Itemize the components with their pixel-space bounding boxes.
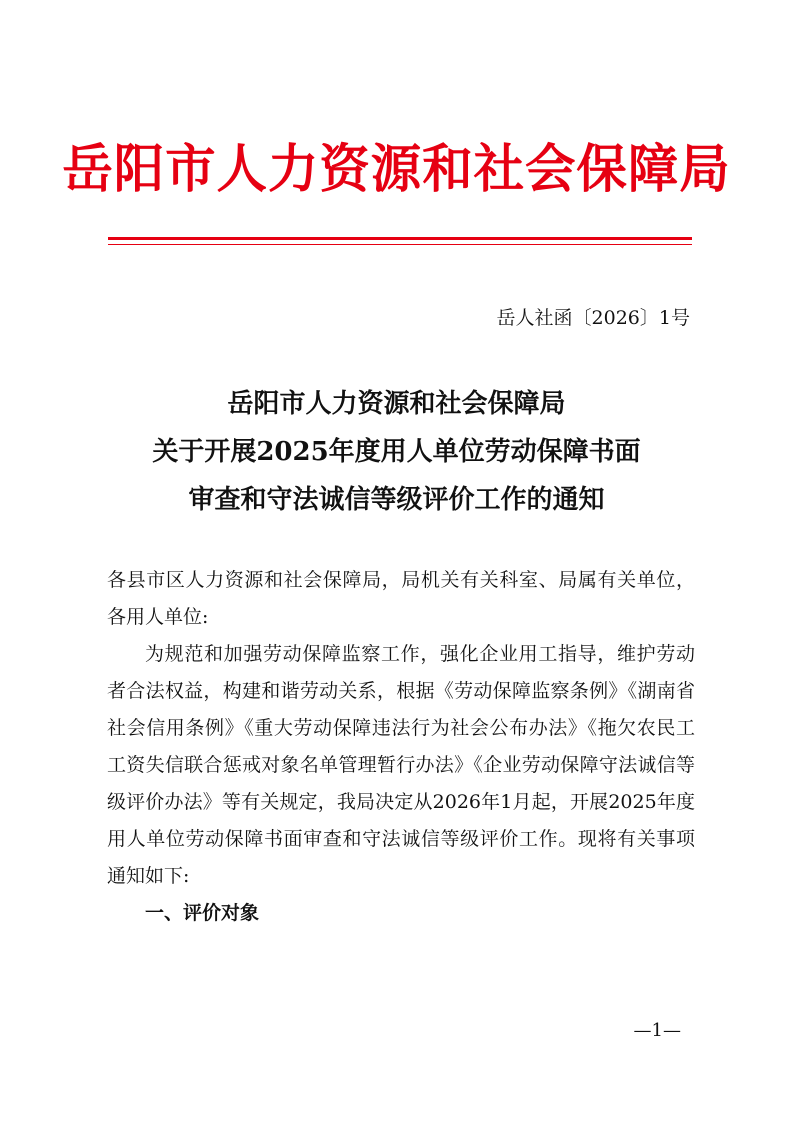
document-body bbox=[107, 562, 695, 932]
body-paragraph-1: 为规范和加强劳动保障监察工作，强化企业用工指导，维护劳动者合法权益，构建和谐劳动关系，根据《劳动保障监察条例》《湖南省社会信用条例》《重大劳动保障违法行为社会公布办法》《拖欠农民工工资失信联合惩戒对象名单管理暂行办法》《企业劳动保障守法诚信等级评价办法》等有关规定，我局决定从2026年1月起，开展2025年度用人单位劳动保障书面审查和守法诚信等级评价工作。现将有关事项通知如下: bbox=[107, 643, 695, 887]
agency-header-title: 岳阳市人力资源和社会保障局 bbox=[62, 140, 731, 200]
salutation-paragraph: 各县市区人力资源和社会保障局，局机关有关科室、局属有关单位，各用人单位: bbox=[107, 569, 695, 628]
notice-title-line-1: 岳阳市人力资源和社会保障局 bbox=[227, 389, 566, 419]
notice-title-line-3: 审查和守法诚信等级评价工作的通知 bbox=[188, 485, 605, 515]
page-number: —1— bbox=[633, 1020, 681, 1041]
notice-title bbox=[0, 380, 793, 524]
document-number: 岳人社函〔2026〕1号 bbox=[496, 307, 690, 329]
notice-title-line-2: 关于开展2025年度用人单位劳动保障书面 bbox=[152, 437, 641, 467]
section-heading-1: 一、评价对象 bbox=[145, 902, 260, 924]
header-divider-thin bbox=[108, 244, 692, 245]
header-divider-thick bbox=[108, 237, 692, 240]
